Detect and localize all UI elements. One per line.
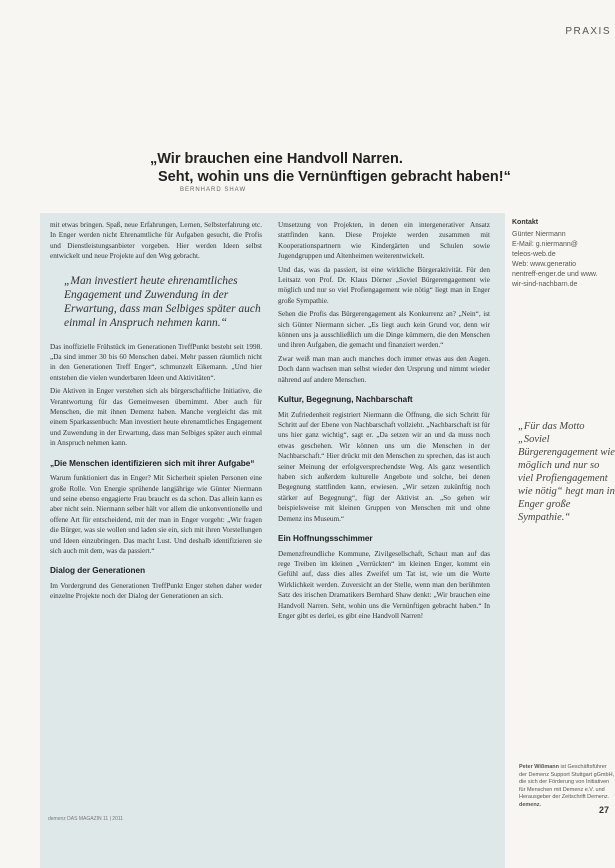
contact-line: Web: www.generatio	[512, 261, 577, 268]
paragraph: Warum funktioniert das in Enger? Mit Sicherheit spielen Personen eine große Rolle. Von Energie sprühende langjährige wie Günter Niermann und seine ebenso engagierte Frau braucht es da schon. Das allein kann es aber nicht sein. Niermann selber hält vor allem die unkonventionelle und offene Art für entscheidend, mit der man in Enger vorgeht: „Wir fragen die Bürger, was sie wollen und laden sie ein, sich mit ihren Vorstellungen und Ideen einzubringen. Das macht Lust. Und deshalb identifizieren sie sich auch mit dem, was da passiert.“	[50, 474, 262, 556]
paragraph: Demenzfreundliche Kommune, Zivilgesellschaft, Schaut man auf das rege Treiben im kleinen „Verrückten“ im kleinen Enger, kommt ein Gefühl auf, dass dies alles Zweifel um Tat ist, wie um die Worte Wirklichkeit werden. Zuversicht an der Stelle, wenn man den berühmten Satz des irischen Dramatikers Bernhard Shaw denkt: „Wir brauchen eine Handvoll Narren. Seht, wohin uns die Vernünftigen gebracht haben.“ In Enger gibt es derlei, es gibt eine Handvoll Narren!	[278, 549, 490, 620]
paragraph: Im Vordergrund des Generationen TreffPunkt Enger stehen daher weder einzelne Projekte noch der Dialog der Generationen an sich.	[50, 581, 262, 601]
paragraph: mit etwas bringen. Spaß, neue Erfahrungen, Lernen, Selbsterfahrung etc. In Enger werden nicht Ehrenamtliche für Aufgaben gesucht, die Profis und Dienstleistungsanbieter vorgeben. Hier werden Ideen selbst entwickelt und neue Projekte auf den Weg gebracht.	[50, 221, 262, 261]
contact-sidebar	[512, 218, 615, 290]
paragraph: Die Aktiven in Enger verstehen sich als bürgerschaftliche Initiative, die Verantwortung für das Gemeinwesen übernimmt. Aber auch für Menschen, die mit ihnen Demenz haben. Manche vergleicht das mit einem Sparkassenbuch: Man investiert heute ehrenamtliches Engagement und Zuwendung in der Erwartung, dass man Selbiges später auch einmal in Anspruch nehmen kann.	[50, 387, 262, 448]
contact-title: Kontakt	[512, 219, 539, 226]
author-caption	[519, 764, 615, 809]
contact-line: nentreff-enger.de und www.	[512, 271, 598, 278]
subheading: Ein Hoffnungsschimmer	[278, 534, 373, 544]
paragraph: Mit Zufriedenheit registriert Niermann die Öffnung, die sich Schritt für Schritt auf der Ebene von Nachbarschaft vollzieht. „Nachbarschaft ist für uns hier ganz wichtig“, sagt er. „Da setzen wir an und da muss noch etwas geschehen. Wir können uns um die Menschen in der Nachbarschaft.“ Hier drückt mit den Menschen zu sprechen, das ist auch seiner Meinung der erfolgversprechendste Weg. Als ganz wesentlich haben sich außerdem kulturelle Angebote und solche, bei denen Begegnung stattfinden kann, erwiesen. „Wir setzen zukünftig noch stärker auf Begegnung“, fügt der Aktivist an. „So gehen wir beispielsweise mit kleinen Gruppen von Menschen mit und ohne Demenz ins Museum.“	[278, 410, 490, 523]
pull-quote: „Man investiert heute ehrenamtliches Engagement und Zuwendung in der Erwartung, dass man Selbiges später auch einmal in Anspruch nehmen kann.“	[64, 274, 261, 329]
section-tag: PRAXIS	[565, 26, 611, 37]
contact-line: wir-sind-nachbarn.de	[512, 281, 578, 288]
page-number: 27	[598, 805, 609, 815]
paragraph: Umsetzung von Projekten, in denen ein intergenerativer Ansatz stattfinden kann. Diese Projekte werden zusammen mit Kooperationspartnern wie Kindergärten und Schulen sowie Jugendgruppen und Altenheimen weiterentwickelt.	[278, 221, 490, 261]
headline	[150, 150, 590, 186]
headline-line-1: „Wir brauchen eine Handvoll Narren.	[150, 151, 403, 167]
paragraph: Das inoffizielle Frühstück im Generationen TreffPunkt besteht seit 1998. „Da sind immer 30 bis 60 Menschen dabei. Mehr passen räumlich nicht in den Generationen Treff Enger“, schmunzelt Eikemann. „Und hier entstehen die vielen wunderbaren Ideen und Aktivitäten“.	[50, 342, 262, 382]
paragraph: Sehen die Profis das Bürgerengagement als Konkurrenz an? „Nein“, ist sich Günter Niermann sicher. „Es liegt auch kein Grund vor, denn wir können uns ja ausschließlich um die Dinge kümmern, die den Menschen und ihren Aufgaben, die gemacht und finanziert werden.“	[278, 310, 490, 350]
contact-line: E-Mail: g.niermann@	[512, 241, 578, 248]
paragraph: Zwar weiß man man auch manches doch immer etwas aus den Augen. Doch dann wachsen man selbst wieder den Ursprung und nimmt wieder nährend auf andere Menschen.	[278, 354, 490, 384]
subheading: Kultur, Begegnung, Nachbarschaft	[278, 395, 413, 405]
author-name: Peter Wißmann	[519, 764, 559, 770]
footer-issue: demenz DAS MAGAZIN 11 | 2011	[48, 816, 124, 822]
side-pull-quote: „Für das Motto „Soviel Bürgerengagement wie möglich und nur so viel Profiengagement wie nötig“ hegt man in Enger große Sympathie.“	[518, 421, 615, 523]
headline-line-2: Seht, wohin uns die Vernünftigen gebracht haben!“	[158, 169, 511, 185]
author-bio: ist Geschäftsführer der Demenz Support Stuttgart gGmbH, die sich der Förderung von Initiativen für Menschen mit Demenz e.V. und Herausgeber der Zeitschrift Demenz.	[519, 764, 615, 800]
headline-byline: BERNHARD SHAW	[180, 187, 247, 193]
contact-line: Günter Niermann	[512, 231, 566, 238]
subheading: „Die Menschen identifizieren sich mit ihrer Aufgabe“	[50, 458, 255, 468]
article-column-2	[278, 220, 490, 624]
subheading: Dialog der Generationen	[50, 566, 146, 576]
contact-line: teleos-web.de	[512, 251, 556, 258]
author-caption-end: demenz.	[519, 801, 542, 808]
paragraph: Und das, was da passiert, ist eine wirkliche Bürgeraktivität. Für den Leitsatz von Prof. Dr. Klaus Dörner „Soviel Bürgerengagement wie möglich und nur so viel Profiengagement wie nötig“ liegt man in Enger große Sympathie.	[278, 265, 490, 305]
article-column-1	[50, 220, 262, 605]
